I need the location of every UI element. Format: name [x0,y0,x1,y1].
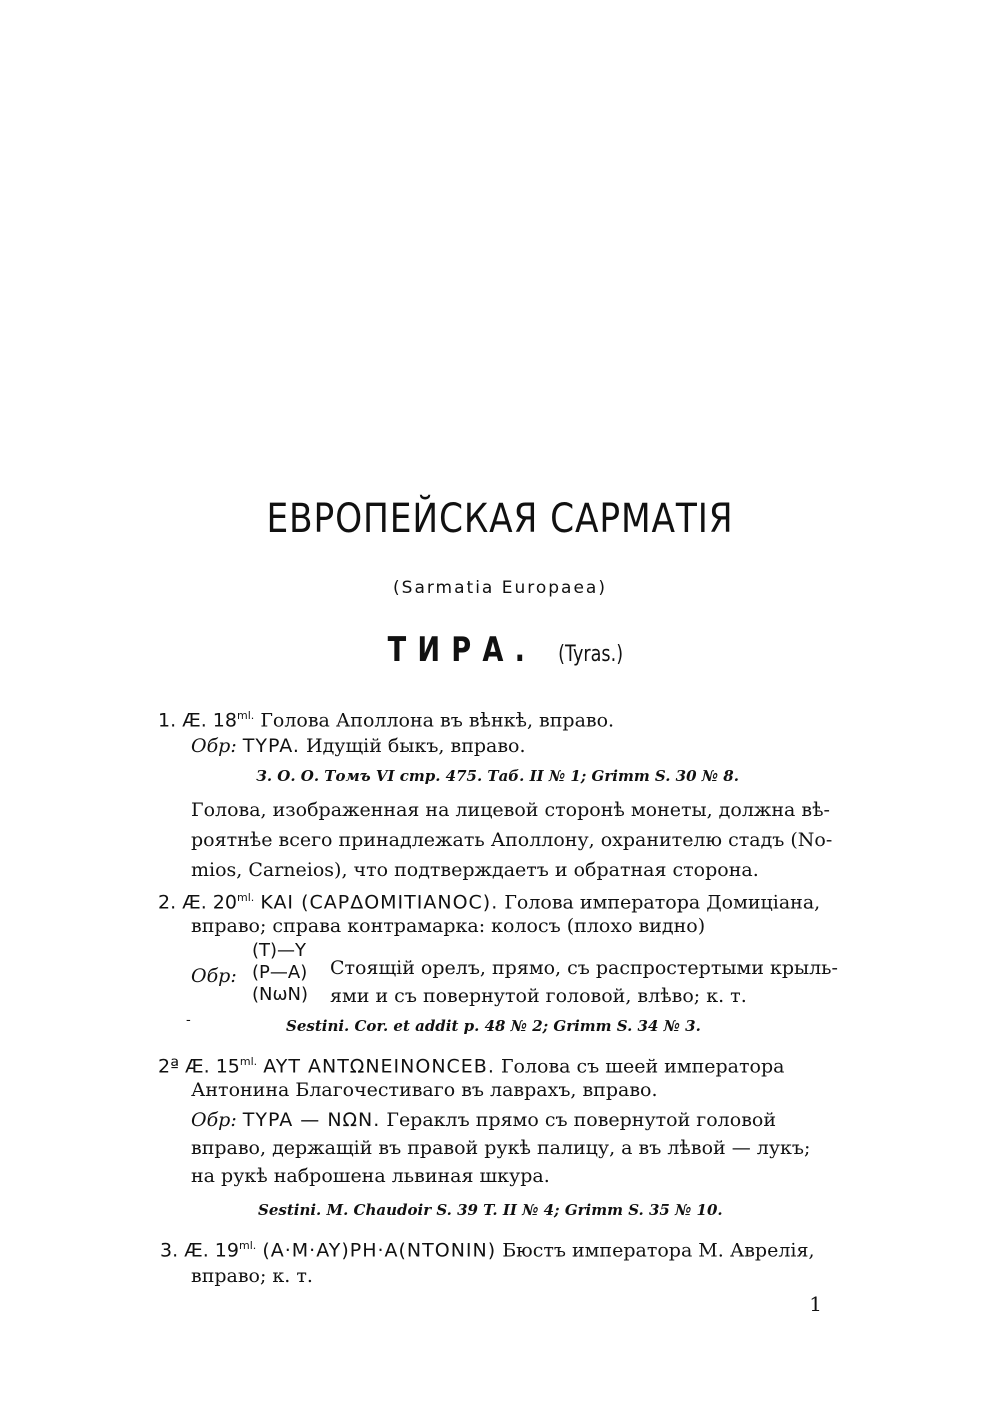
reverse-label: Обр: [191,735,237,757]
obverse-description: Бюстъ императора М. Аврелія, [502,1239,815,1262]
reverse-label: Обр: [191,1109,237,1131]
section-heading [0,630,1000,670]
size-unit: ml. [236,891,255,904]
entry-2a-reference: Sestini. M. Chaudoir S. 39 T. II № 4; Grimm S. 35 № 10. [258,1201,723,1219]
coin-size: 18 [212,709,237,732]
size-unit: ml. [239,1055,258,1068]
monogram-line-3: (NωN) [252,984,309,1005]
note-line-3: mios, Carneios), что подтверждаетъ и обратная сторона. [191,859,759,881]
entry-1-reference: З. О. О. Томъ VI стр. 475. Таб. II № 1; Grimm S. 30 № 8. [256,767,739,785]
metal-mark: Æ. [182,709,207,732]
monogram-line-2: (P—A) [252,962,308,983]
entry-number: 3. [160,1239,179,1262]
entry-number: 2ª [158,1055,180,1078]
entry-2-reverse-1: Стоящій орелъ, прямо, съ распростертыми крыль- [330,957,838,979]
entry-1-reverse [191,732,526,760]
page-number: 1 [809,1292,822,1316]
obverse-description: Голова Аполлона въ вѣнкѣ, вправо. [260,709,615,732]
reverse-label: Обр: [191,965,237,987]
obverse-legend: KAI (CAPΔOMITIANOC). [260,891,499,914]
entry-2a-reverse-2: вправо, держащій въ правой рукѣ палицу, а въ лѣвой — лукъ; [191,1137,811,1159]
metal-mark: Æ. [182,891,207,914]
monogram-line-1: (T)—Y [252,940,307,961]
section-latin-title: (Tyras.) [557,642,623,667]
entry-2-line-2: вправо; справа контрамарка: колосъ (плохо видно) [191,915,706,937]
obverse-description: Голова императора Домиціана, [504,891,821,914]
entry-2a-reverse-1 [191,1106,776,1134]
reverse-description: Идущій быкъ, вправо. [306,735,526,757]
entry-2-reference: Sestini. Cor. et addit p. 48 № 2; Grimm S. 34 № 3. [286,1017,701,1035]
page-subtitle: (Sarmatia Europaea) [393,578,607,598]
reverse-description: Гераклъ прямо съ повернутой головой [386,1109,776,1131]
entry-2a-line-2: Антонина Благочестиваго въ лаврахъ, вправо. [191,1079,658,1101]
size-unit: ml. [236,709,255,722]
page-title: ЕВРОПЕЙСКАЯ САРМАТІЯ [266,496,734,542]
size-unit: ml. [238,1239,257,1252]
coin-size: 15 [215,1055,240,1078]
obverse-legend: AYT ANTΩNEINONCEB. [263,1055,495,1078]
reverse-legend: TYPA. [242,735,300,757]
metal-mark: Æ. [184,1239,209,1262]
entry-number: 1. [158,709,177,732]
entry-2-reverse-2: ями и съ повернутой головой, влѣво; к. т. [330,985,747,1007]
section-title: ТИРА. [387,630,537,670]
entry-3-head [160,1232,815,1264]
entry-1-head [158,702,614,734]
note-line-2: роятнѣе всего принадлежать Аполлону, охранителю стадъ (No- [191,829,833,851]
reverse-monogram [252,940,308,1006]
margin-mark: - [186,1012,191,1028]
note-line-1: Голова, изображенная на лицевой сторонѣ монеты, должна вѣ- [191,799,830,821]
entry-3-line-2: вправо; к. т. [191,1265,313,1287]
entry-2a-reverse-3: на рукѣ наброшена львиная шкура. [191,1165,550,1187]
reverse-legend: TYPA — NΩN. [242,1109,381,1131]
metal-mark: Æ. [185,1055,210,1078]
entry-number: 2. [158,891,177,914]
obverse-legend: (A·M·AY)PH·A(NTONIN) [262,1239,497,1262]
obverse-description: Голова съ шеей императора [500,1055,785,1078]
coin-size: 19 [214,1239,239,1262]
coin-size: 20 [212,891,237,914]
